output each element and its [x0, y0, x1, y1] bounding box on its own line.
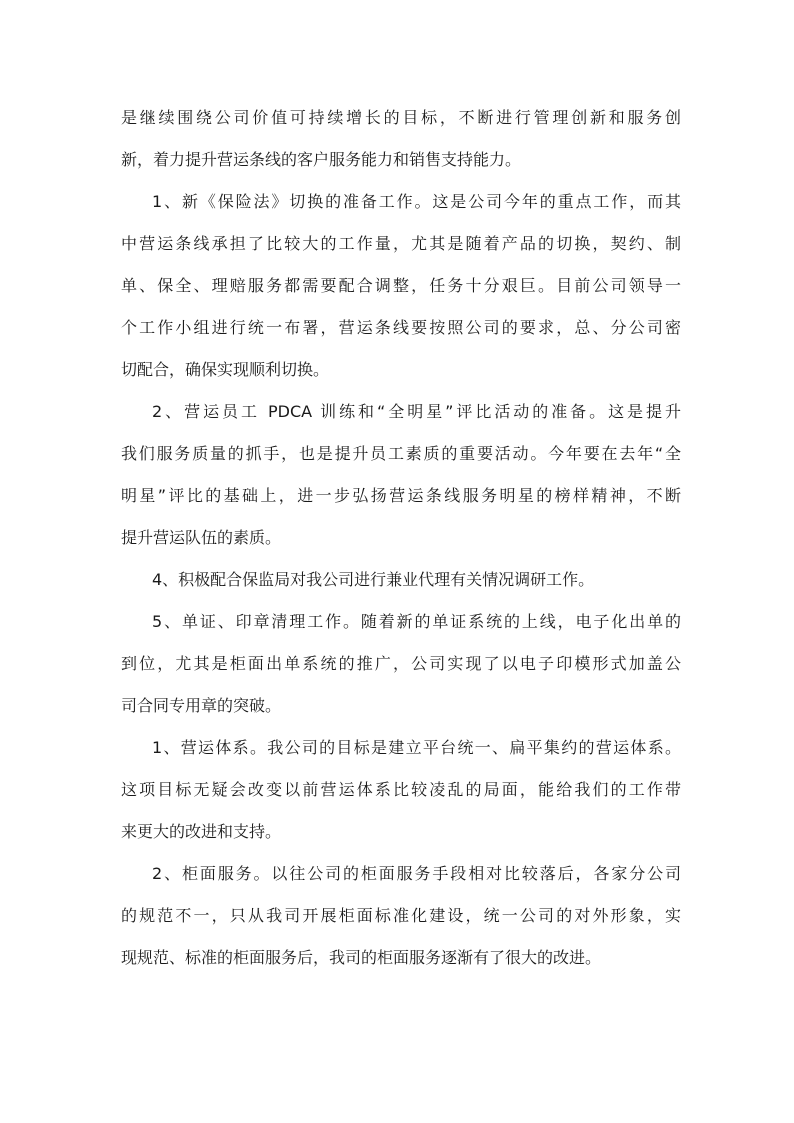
- paragraph-line: 司合同专用章的突破。: [121, 696, 282, 715]
- paragraph-line: 1、营运体系。我公司的目标是建立平台统一、扁平集约的营运体系。: [152, 738, 681, 757]
- paragraph-line: 个工作小组进行统一布署，营运条线要按照公司的要求，总、分公司密: [121, 318, 681, 337]
- paragraph-line: 现规范、标准的柜面服务后，我司的柜面服务逐渐有了很大的改进。: [121, 948, 602, 967]
- paragraph-line: 1、新《保险法》切换的准备工作。这是公司今年的重点工作，而其: [152, 192, 681, 211]
- paragraph-line: 2、柜面服务。以往公司的柜面服务手段相对比较落后，各家分公司: [152, 864, 681, 883]
- paragraph-line: 5、单证、印章清理工作。随着新的单证系统的上线，电子化出单的: [152, 612, 681, 631]
- paragraph-line: 来更大的改进和支持。: [121, 822, 282, 841]
- paragraph-line: 明星”评比的基础上，进一步弘扬营运条线服务明星的榜样精神，不断: [121, 486, 681, 505]
- paragraph-line: 切配合，确保实现顺利切换。: [121, 360, 330, 379]
- paragraph-line: 到位，尤其是柜面出单系统的推广，公司实现了以电子印模形式加盖公: [121, 654, 681, 673]
- paragraph-line: 我们服务质量的抓手，也是提升员工素质的重要活动。今年要在去年“全: [121, 444, 681, 463]
- paragraph-line: 的规范不一，只从我司开展柜面标准化建设，统一公司的对外形象，实: [121, 906, 681, 925]
- paragraph-line: 提升营运队伍的素质。: [121, 528, 282, 547]
- paragraph-line: 是继续围绕公司价值可持续增长的目标，不断进行管理创新和服务创: [121, 108, 681, 127]
- paragraph-line: 4、积极配合保监局对我公司进行兼业代理有关情况调研工作。: [152, 570, 595, 589]
- paragraph-line: 2、营运员工 PDCA 训练和“全明星”评比活动的准备。这是提升: [152, 402, 681, 421]
- paragraph-line: 单、保全、理赔服务都需要配合调整，任务十分艰巨。目前公司领导一: [121, 276, 681, 295]
- paragraph-line: 新，着力提升营运条线的客户服务能力和销售支持能力。: [121, 150, 522, 169]
- paragraph-line: 这项目标无疑会改变以前营运体系比较凌乱的局面，能给我们的工作带: [121, 780, 681, 799]
- paragraph-line: 中营运条线承担了比较大的工作量，尤其是随着产品的切换，契约、制: [121, 234, 681, 253]
